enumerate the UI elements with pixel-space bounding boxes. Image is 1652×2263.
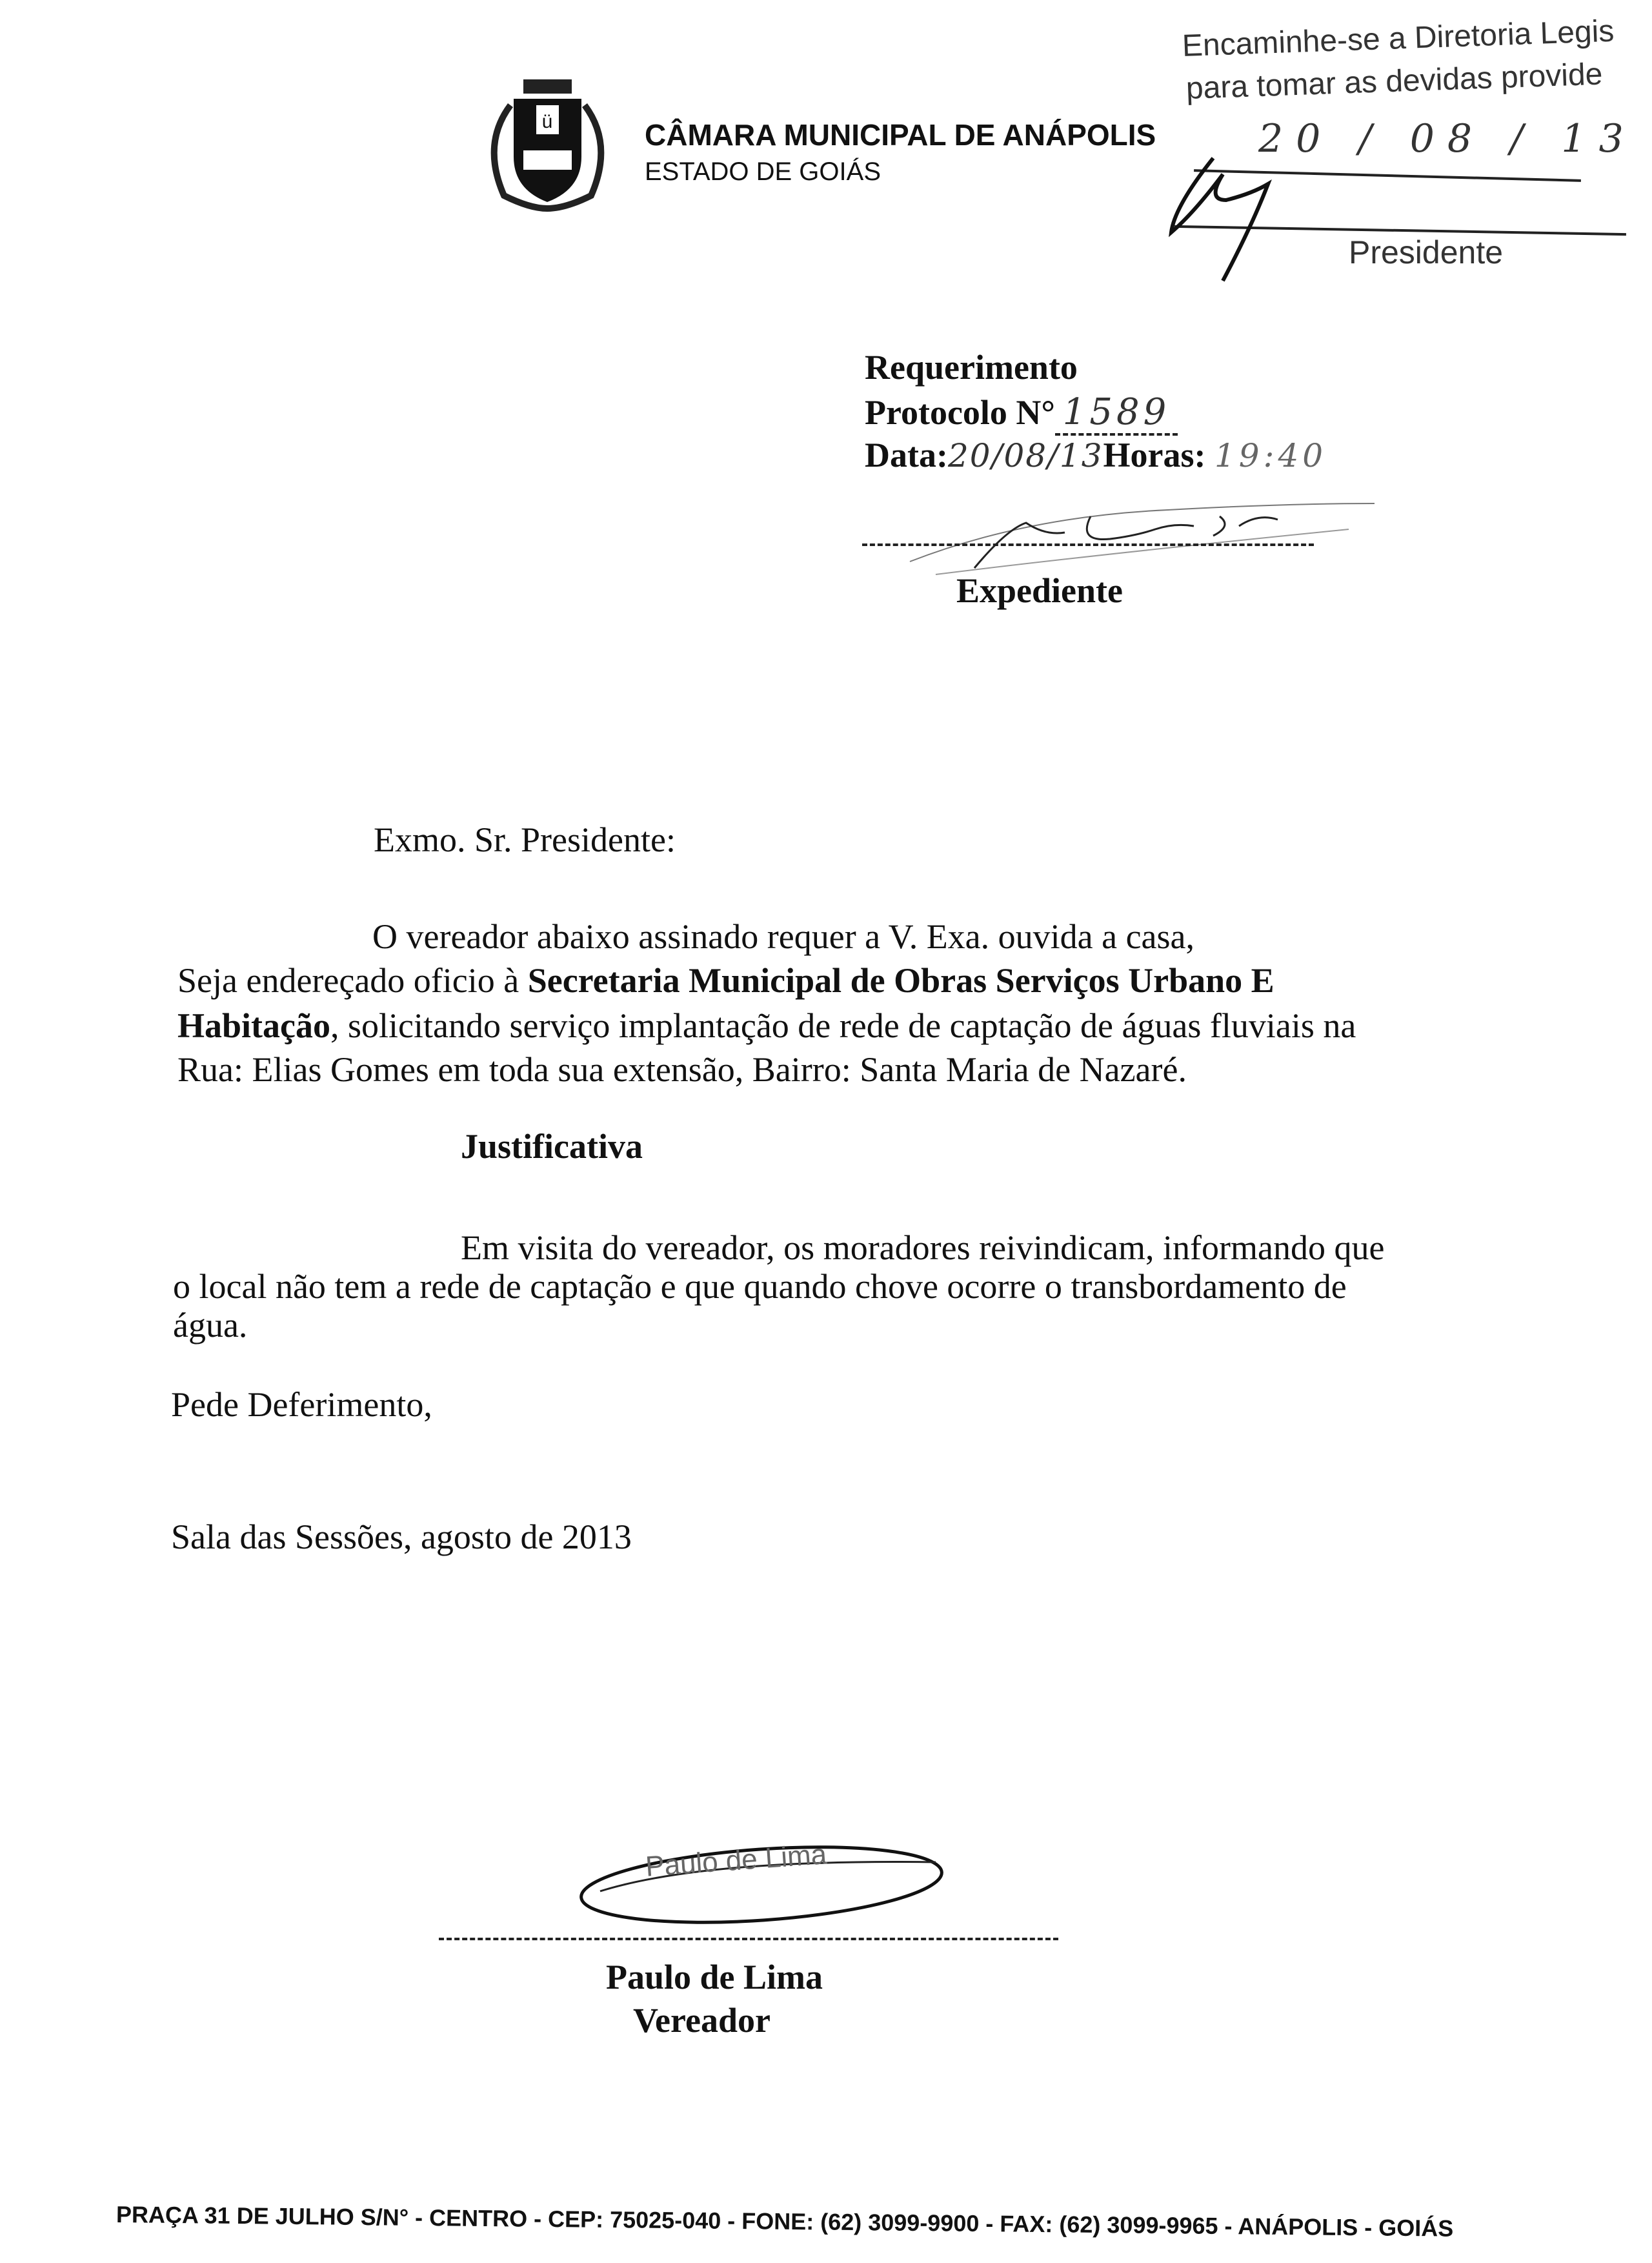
- president-signature: [1162, 155, 1329, 284]
- justification-line-3: água.: [173, 1306, 248, 1345]
- request-line-4: Rua: Elias Gomes em toda sua extensão, Bairro: Santa Maria de Nazaré.: [177, 1050, 1187, 1089]
- justification-line-1: Em visita do vereador, os moradores reivindicam, informando que: [461, 1228, 1385, 1267]
- salutation: Exmo. Sr. Presidente:: [374, 820, 676, 859]
- closing: Pede Deferimento,: [171, 1385, 432, 1424]
- request-line-2-text: Seja endereçado oficio à: [177, 961, 528, 1000]
- justification-title: Justificativa: [461, 1127, 643, 1166]
- dispatch-stamp-line2: para tomar as devidas provide: [1185, 57, 1604, 106]
- president-label: Presidente: [1349, 234, 1504, 270]
- justification-line-2: o local não tem a rede de captação e que quando chove ocorre o transbordamento de: [173, 1267, 1347, 1306]
- request-line-2: [177, 960, 1274, 1000]
- protocol-label: Protocolo N°: [865, 393, 1056, 432]
- expedient-signature-line: [862, 543, 1314, 546]
- dispatch-date: 20 / 08 / 13: [1258, 116, 1637, 161]
- svg-text:ü: ü: [541, 111, 553, 132]
- municipal-coat-of-arms-icon: [478, 79, 617, 212]
- date-label: Data:: [865, 436, 948, 474]
- request-title: Requerimento: [865, 348, 1078, 387]
- date-value: 20/08/13: [947, 437, 1103, 474]
- signature-stamp-text: Paulo de Lima: [644, 1838, 828, 1883]
- expedient-label: Expediente: [956, 571, 1123, 610]
- recipient-secretariat: Secretaria Municipal de Obras Serviços Urbano E: [527, 961, 1274, 1000]
- hours-value: 19:40: [1214, 437, 1327, 474]
- place-and-date: Sala das Sessões, agosto de 2013: [171, 1517, 632, 1556]
- expedient-signature: [897, 491, 1387, 581]
- coat-of-arms-logo: [478, 79, 617, 212]
- councilor-role: Vereador: [633, 2001, 771, 2040]
- protocol-number: 1589: [1062, 391, 1171, 433]
- state-name: ESTADO DE GOIÁS: [645, 157, 881, 186]
- request-line-3-text: , solicitando serviço implantação de rede de captação de águas fluviais na: [330, 1006, 1356, 1045]
- institution-name: CÂMARA MUNICIPAL DE ANÁPOLIS: [645, 118, 1156, 152]
- request-line-3: [177, 1006, 1356, 1046]
- date-row: [865, 435, 1327, 475]
- councilor-name: Paulo de Lima: [606, 1958, 823, 1996]
- recipient-secretariat-cont: Habitação: [177, 1006, 330, 1045]
- request-line-1: O vereador abaixo assinado requer a V. Exa. ouvida a casa,: [372, 917, 1195, 956]
- footer-address: PRAÇA 31 DE JULHO S/N° - CENTRO - CEP: 75025-040 - FONE: (62) 3099-9900 - FAX: (62) 3099-9965 - ANÁPOLIS - GOIÁS: [116, 2201, 1454, 2242]
- dispatch-stamp-line1: Encaminhe-se a Diretoria Legis: [1182, 14, 1615, 63]
- protocol-number-row: [865, 391, 1178, 436]
- councilor-signature-line: [439, 1938, 1058, 1940]
- hours-label: Horas:: [1103, 436, 1206, 474]
